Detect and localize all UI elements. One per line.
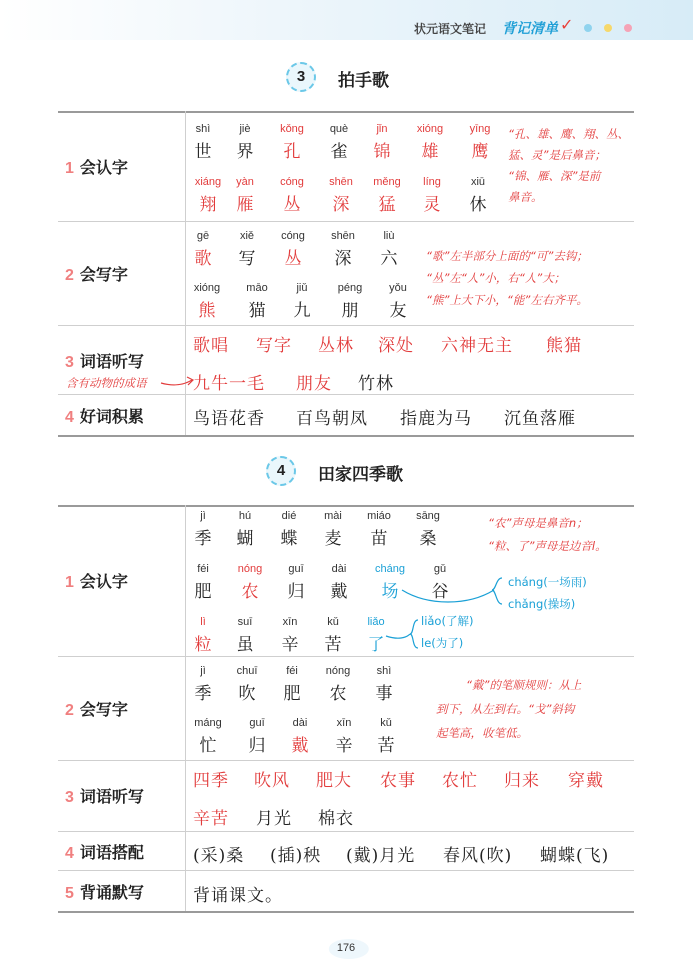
character: 六 [380, 249, 398, 269]
row-divider [58, 831, 634, 832]
pinyin: jǐn [376, 123, 388, 135]
row-number: 1 [65, 160, 74, 177]
pinyin: dài [292, 717, 308, 729]
pinyin: nóng [325, 665, 351, 677]
word-text: 竹林 [358, 374, 394, 394]
character: 归 [287, 582, 305, 602]
decor-dot-yellow-icon [604, 24, 612, 32]
pronunciation-note [488, 512, 638, 558]
word-text: 六神无主 [441, 336, 513, 356]
pinyin: shì [376, 665, 392, 677]
good-word: 鸟语花香 [193, 409, 265, 429]
good-word: 沉鱼落雁 [504, 409, 576, 429]
character: 深 [332, 195, 350, 215]
row-label-text: 词语听写 [79, 787, 144, 806]
row-label-text: 会写字 [79, 265, 128, 284]
table-top-border [58, 505, 634, 507]
pinyin: yīng [469, 123, 491, 135]
character: 忙 [199, 736, 217, 756]
character: 了 [367, 635, 385, 655]
pinyin: sāng [416, 510, 440, 522]
dictation-word [193, 766, 229, 791]
idiom-note: 含有动物的成语 [66, 376, 147, 390]
word-pair: 春风(吹) [443, 846, 513, 866]
pinyin: féi [197, 563, 209, 575]
pinyin: jì [200, 665, 206, 677]
character: 辛 [281, 635, 299, 655]
character: 苦 [377, 736, 395, 756]
pinyin: miáo [367, 510, 391, 522]
note-line: cháng(一场雨) [508, 575, 587, 589]
word-text: 肥大 [316, 771, 352, 791]
character: 翔 [199, 195, 217, 215]
pinyin: líng [423, 176, 441, 188]
note-line: “锦、雁、深”是前 [508, 169, 601, 183]
dictation-word [193, 331, 229, 356]
character: 鹰 [471, 142, 489, 162]
table-bottom-border [58, 435, 634, 437]
character: 肥 [283, 684, 301, 704]
row-divider [58, 870, 634, 871]
character: 猛 [378, 195, 396, 215]
character: 肥 [194, 582, 212, 602]
pinyin: yǒu [389, 282, 407, 294]
pinyin: měng [373, 176, 401, 188]
pinyin: jì [200, 510, 206, 522]
polyphone-bracket-le [384, 612, 424, 652]
character: 蝴 [236, 529, 254, 549]
dictation-word [254, 766, 290, 791]
pinyin: liǎo [367, 616, 385, 628]
dictation-word [546, 331, 582, 356]
note-line: 鼻音。 [508, 190, 543, 204]
row-label [65, 784, 144, 807]
row-label [65, 880, 144, 903]
character: 吹 [238, 684, 256, 704]
pinyin: máng [194, 717, 222, 729]
polyphone-bracket-chang [398, 572, 510, 612]
dictation-word [318, 331, 354, 356]
row-number: 2 [65, 702, 74, 719]
note-line: “孔、雄、鹰、翔、丛、 [508, 127, 629, 141]
row-label [65, 569, 128, 592]
pinyin: lì [200, 616, 206, 628]
row-label [65, 840, 144, 863]
row-label-text: 会写字 [79, 700, 128, 719]
character: 雄 [421, 142, 439, 162]
check-icon: ✓ [560, 15, 574, 34]
pinyin: xiě [239, 230, 255, 242]
row-label [65, 349, 144, 372]
pinyin: péng [337, 282, 363, 294]
pinyin: māo [246, 282, 268, 294]
note-line: “熊”上大下小，“能”左右齐平。 [426, 293, 588, 307]
polyphone-note [421, 610, 473, 654]
word-text: 写字 [256, 336, 292, 356]
character: 农 [329, 684, 347, 704]
pinyin: jiǔ [296, 282, 308, 294]
pinyin: nóng [237, 563, 263, 575]
pinyin: xiū [470, 176, 486, 188]
character: 世 [194, 142, 212, 162]
dictation-word [256, 331, 292, 356]
row-label-text: 会认字 [79, 158, 128, 177]
character: 丛 [283, 195, 301, 215]
pinyin: xiáng [194, 176, 222, 188]
character: 季 [194, 684, 212, 704]
character: 休 [469, 195, 487, 215]
pinyin: cóng [281, 230, 305, 242]
table-top-border [58, 111, 634, 113]
pinyin: yàn [236, 176, 254, 188]
pinyin: kǔ [327, 616, 339, 628]
note-line: chǎng(操场) [508, 597, 576, 611]
character: 界 [236, 142, 254, 162]
character: 归 [248, 736, 266, 756]
character: 友 [389, 301, 407, 321]
pinyin: féi [286, 665, 298, 677]
stroke-order-note [436, 673, 636, 745]
pinyin: què [329, 123, 349, 135]
row-label [65, 697, 128, 720]
character: 灵 [423, 195, 441, 215]
dictation-word [318, 804, 354, 829]
good-word: 百鸟朝凤 [296, 409, 368, 429]
character: 场 [381, 582, 399, 602]
pinyin: dài [331, 563, 347, 575]
character: 朋 [341, 301, 359, 321]
row-divider [58, 760, 634, 761]
pinyin: gǔ [433, 563, 447, 575]
lesson-title: 拍手歌 [338, 71, 389, 91]
pinyin: xióng [416, 123, 444, 135]
character: 蝶 [280, 529, 298, 549]
page-number: 176 [336, 942, 356, 954]
word-text: 四季 [193, 771, 229, 791]
dictation-word [193, 369, 265, 394]
character: 事 [375, 684, 393, 704]
idiom-arrow [160, 374, 196, 390]
dictation-word [504, 766, 540, 791]
good-word: 指鹿为马 [400, 409, 472, 429]
word-pair: 蝴蝶(飞) [540, 846, 610, 866]
character: 麦 [324, 529, 342, 549]
character: 农 [241, 582, 259, 602]
character: 猫 [248, 301, 266, 321]
word-text: 归来 [504, 771, 540, 791]
dictation-word [442, 766, 478, 791]
character: 苗 [370, 529, 388, 549]
pinyin: shēn [329, 176, 353, 188]
dictation-word [193, 804, 229, 829]
pinyin: liù [383, 230, 395, 242]
character: 丛 [284, 249, 302, 269]
dictation-word [256, 804, 292, 829]
pinyin: gē [196, 230, 210, 242]
character: 辛 [335, 736, 353, 756]
pronunciation-note [508, 124, 643, 208]
series-title: 背记清单 [502, 21, 558, 37]
lesson-title: 田家四季歌 [318, 465, 403, 485]
row-label-text: 词语听写 [79, 352, 144, 371]
row-number: 3 [65, 789, 74, 806]
dictation-word [380, 766, 416, 791]
word-text: 朋友 [296, 374, 332, 394]
lesson-number: 4 [266, 456, 296, 486]
pinyin: cóng [280, 176, 304, 188]
dictation-word [441, 331, 513, 356]
character: 熊 [198, 301, 216, 321]
character: 虽 [236, 635, 254, 655]
word-text: 九牛一毛 [193, 374, 265, 394]
polyphone-note [508, 571, 587, 615]
row-number: 4 [65, 409, 74, 426]
row-number: 2 [65, 267, 74, 284]
row-divider [58, 394, 634, 395]
pinyin: shì [195, 123, 211, 135]
pinyin: suī [237, 616, 253, 628]
word-pair: (插)秧 [270, 846, 322, 866]
note-line: “粒、了”声母是边音l。 [488, 539, 607, 553]
word-text: 辛苦 [193, 809, 229, 829]
word-text: 深处 [378, 336, 414, 356]
pinyin: guī [288, 563, 304, 575]
character: 深 [334, 249, 352, 269]
page-header [0, 0, 693, 40]
writing-note [426, 245, 636, 311]
row-number: 3 [65, 354, 74, 371]
dictation-word [378, 331, 414, 356]
row-label-text: 会认字 [79, 572, 128, 591]
character: 苦 [324, 635, 342, 655]
dictation-word [568, 766, 604, 791]
character: 孔 [283, 142, 301, 162]
character: 粒 [194, 635, 212, 655]
note-line: “歌”左半部分上面的“可”去钩； [426, 249, 588, 263]
pinyin: cháng [375, 563, 405, 575]
word-text: 农事 [380, 771, 416, 791]
decor-dot-pink-icon [624, 24, 632, 32]
row-number: 5 [65, 885, 74, 902]
word-text: 丛林 [318, 336, 354, 356]
character: 写 [238, 249, 256, 269]
row-label [65, 262, 128, 285]
row-divider [58, 656, 634, 657]
word-text: 熊猫 [546, 336, 582, 356]
note-line: “丛”左“人”小，右“人”大； [426, 271, 566, 285]
character: 戴 [291, 736, 309, 756]
row-divider [58, 221, 634, 222]
row-label-text: 好词积累 [79, 407, 144, 426]
row-number: 4 [65, 845, 74, 862]
word-pair: (采)桑 [193, 846, 245, 866]
pinyin: jiè [239, 123, 251, 135]
note-line: “戴”的笔顺规则：从上 [466, 678, 582, 692]
word-text: 农忙 [442, 771, 478, 791]
word-text: 吹风 [254, 771, 290, 791]
row-label [65, 155, 128, 178]
pinyin: kǒng [280, 123, 304, 135]
row-label [65, 404, 144, 427]
pinyin: kǔ [380, 717, 392, 729]
character: 桑 [419, 529, 437, 549]
character: 季 [194, 529, 212, 549]
note-line: liǎo(了解) [421, 614, 474, 628]
word-text: 穿戴 [568, 771, 604, 791]
row-number: 1 [65, 574, 74, 591]
note-line: 起笔高，收笔低。 [436, 726, 528, 740]
note-line: “农”声母是鼻音n； [488, 516, 588, 530]
pinyin: xīn [336, 717, 352, 729]
note-line: 猛、灵”是后鼻音； [508, 148, 606, 162]
book-title: 状元语文笔记 [414, 22, 487, 36]
lesson-number: 3 [286, 62, 316, 92]
pinyin: guī [249, 717, 265, 729]
word-text: 歌唱 [193, 336, 229, 356]
table-bottom-border [58, 911, 634, 913]
row-label-text: 背诵默写 [79, 883, 144, 902]
character: 歌 [194, 249, 212, 269]
pinyin: mài [324, 510, 342, 522]
row-divider [58, 325, 634, 326]
word-text: 棉衣 [318, 809, 354, 829]
word-pair: (戴)月光 [346, 846, 416, 866]
note-line: le(为了) [421, 636, 464, 650]
decor-dot-blue-icon [584, 24, 592, 32]
pinyin: xióng [193, 282, 221, 294]
pinyin: chuī [236, 665, 258, 677]
pinyin: xīn [282, 616, 298, 628]
note-line: 到下，从左到右。“戈”斜钩 [436, 702, 575, 716]
character: 谷 [431, 582, 449, 602]
character: 雁 [236, 195, 254, 215]
dictation-word [358, 369, 394, 394]
word-text: 月光 [256, 809, 292, 829]
dictation-word [316, 766, 352, 791]
pinyin: dié [281, 510, 297, 522]
character: 九 [293, 301, 311, 321]
pinyin: shēn [331, 230, 355, 242]
character: 雀 [330, 142, 348, 162]
dictation-word [296, 369, 332, 394]
recite-text: 背诵课文。 [193, 886, 283, 906]
row-label-text: 词语搭配 [79, 843, 144, 862]
character: 锦 [373, 142, 391, 162]
character: 戴 [330, 582, 348, 602]
pinyin: hú [238, 510, 252, 522]
